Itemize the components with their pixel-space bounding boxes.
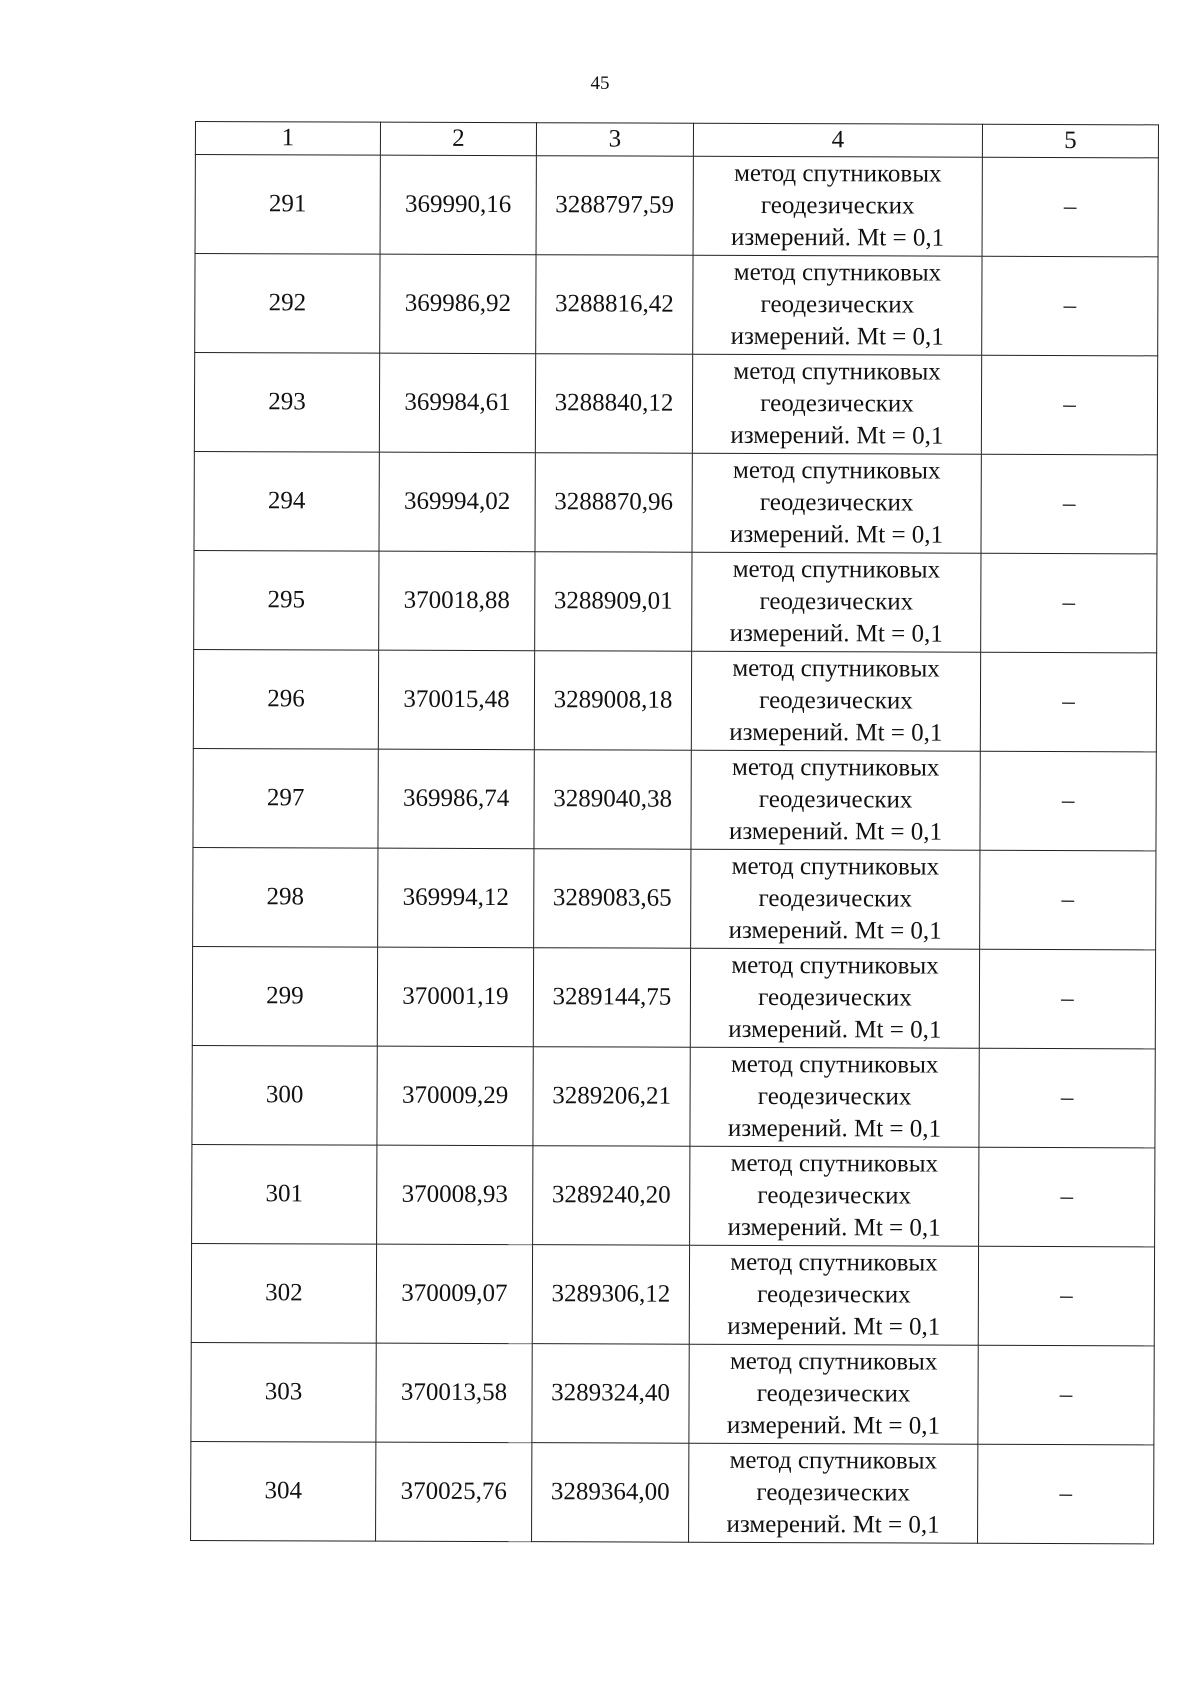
table-row (193, 649, 1156, 751)
table-row (193, 847, 1156, 949)
method-line-3: измерений. Mt = 0,1 (727, 1213, 941, 1242)
column-header-1: 1 (195, 122, 380, 156)
note-cell (979, 1147, 1155, 1247)
column-header-4: 4 (693, 123, 982, 157)
note-cell (981, 355, 1157, 455)
y-coordinate-cell: 3288840,12 (535, 354, 692, 454)
table-row (191, 1243, 1154, 1345)
note-cell (980, 850, 1156, 950)
y-coordinate-cell: 3289083,65 (534, 849, 691, 949)
point-number-cell: 298 (193, 847, 378, 947)
y-coordinate-cell: 3289144,75 (533, 948, 690, 1048)
note-cell (979, 949, 1155, 1049)
y-coordinate-cell: 3289306,12 (532, 1245, 689, 1345)
dash-mark: – (1059, 1381, 1073, 1409)
method-line-3: измерений. Mt = 0,1 (726, 1411, 941, 1440)
x-coordinate-cell: 369994,02 (379, 452, 535, 552)
method-line-3: измерений. Mt = 0,1 (729, 619, 943, 648)
note-cell (978, 1345, 1154, 1445)
method-cell (689, 1344, 978, 1444)
note-cell (978, 1444, 1154, 1544)
note-cell (982, 256, 1158, 356)
method-line-2: геодезических (759, 587, 914, 616)
x-coordinate-cell: 370009,07 (376, 1244, 532, 1344)
point-number-cell: 300 (192, 1045, 377, 1145)
method-cell (691, 651, 980, 751)
method-cell (693, 255, 982, 355)
method-line-3: измерений. Mt = 0,1 (729, 520, 944, 549)
column-header-5: 5 (982, 124, 1158, 158)
x-coordinate-cell: 370008,93 (377, 1145, 533, 1245)
table-row (192, 946, 1155, 1048)
method-line-1: метод спутниковых (730, 1050, 939, 1079)
point-number-cell: 293 (194, 353, 379, 453)
method-line-2: геодезических (760, 389, 914, 418)
point-number-cell: 302 (191, 1243, 376, 1343)
table-row (192, 1144, 1155, 1246)
method-cell (692, 453, 981, 553)
x-coordinate-cell: 370018,88 (379, 551, 535, 651)
x-coordinate-cell: 369986,74 (378, 749, 534, 849)
dash-mark: – (1059, 1480, 1073, 1508)
method-line-3: измерений. Mt = 0,1 (729, 718, 943, 747)
column-header-3: 3 (536, 123, 693, 157)
table-row (192, 1045, 1155, 1147)
y-coordinate-cell: 3289040,38 (534, 750, 691, 850)
y-coordinate-cell: 3288909,01 (535, 552, 692, 652)
method-line-3: измерений. Mt = 0,1 (730, 421, 944, 450)
y-coordinate-cell: 3289240,20 (533, 1146, 690, 1246)
dash-mark: – (1063, 292, 1077, 320)
point-number-cell: 295 (194, 550, 379, 650)
method-line-3: измерений. Mt = 0,1 (728, 817, 943, 846)
method-cell (689, 1245, 978, 1345)
method-cell (689, 1443, 978, 1543)
point-number-cell: 299 (192, 946, 377, 1046)
table-row (194, 451, 1157, 553)
method-line-1: метод спутниковых (729, 1347, 938, 1376)
method-cell (692, 354, 981, 454)
note-cell (981, 553, 1157, 653)
dash-mark: – (1062, 688, 1075, 716)
method-line-2: геодезических (756, 1478, 911, 1507)
point-number-cell: 292 (195, 254, 380, 354)
method-line-3: измерений. Mt = 0,1 (727, 1312, 941, 1341)
table-row (194, 550, 1157, 652)
y-coordinate-cell: 3289008,18 (534, 651, 691, 751)
point-number-cell: 304 (191, 1441, 376, 1541)
method-line-2: геодезических (757, 1082, 912, 1111)
method-line-1: метод спутниковых (731, 951, 939, 980)
method-line-2: геодезических (758, 983, 912, 1012)
method-line-3: измерений. Mt = 0,1 (726, 1510, 940, 1539)
method-line-1: метод спутниковых (729, 1446, 938, 1475)
coordinates-table (190, 121, 1159, 1544)
y-coordinate-cell: 3288797,59 (536, 156, 693, 256)
dash-mark: – (1061, 985, 1074, 1013)
method-cell (691, 849, 980, 949)
point-number-cell: 291 (195, 155, 380, 255)
method-line-3: измерений. Mt = 0,1 (728, 916, 942, 945)
method-line-1: метод спутниковых (733, 258, 942, 287)
point-number-cell: 301 (192, 1144, 377, 1244)
x-coordinate-cell: 370001,19 (377, 947, 533, 1047)
table-row (194, 353, 1157, 455)
method-line-1: метод спутниковых (731, 852, 940, 881)
column-header-2: 2 (380, 122, 536, 156)
table-row (191, 1342, 1154, 1444)
method-line-1: метод спутниковых (731, 753, 940, 782)
x-coordinate-cell: 370015,48 (378, 650, 534, 750)
y-coordinate-cell: 3288816,42 (536, 255, 693, 355)
method-line-2: геодезических (757, 1280, 911, 1309)
x-coordinate-cell: 369990,16 (380, 155, 536, 255)
method-line-3: измерений. Mt = 0,1 (727, 1114, 942, 1143)
note-cell (982, 157, 1158, 257)
method-line-2: геодезических (758, 785, 913, 814)
dash-mark: – (1061, 886, 1075, 914)
point-number-cell: 294 (194, 451, 379, 551)
x-coordinate-cell: 370025,76 (376, 1442, 532, 1542)
dash-mark: – (1062, 490, 1076, 518)
x-coordinate-cell: 369986,92 (380, 254, 536, 354)
method-cell (690, 948, 979, 1048)
point-number-cell: 303 (191, 1342, 376, 1442)
method-line-2: геодезических (757, 1181, 912, 1210)
y-coordinate-cell: 3289206,21 (533, 1047, 690, 1147)
note-cell (981, 454, 1157, 554)
x-coordinate-cell: 369984,61 (379, 353, 535, 453)
dash-mark: – (1060, 1084, 1074, 1112)
table-row (195, 254, 1158, 356)
dash-mark: – (1060, 1183, 1074, 1211)
method-line-1: метод спутниковых (732, 654, 940, 683)
table-row (193, 748, 1156, 850)
note-cell (979, 1048, 1155, 1148)
method-line-1: метод спутниковых (733, 357, 941, 386)
method-line-2: геодезических (756, 1379, 911, 1408)
method-line-3: измерений. Mt = 0,1 (730, 322, 944, 351)
dash-mark: – (1062, 589, 1076, 617)
method-line-2: геодезических (760, 191, 915, 220)
method-line-1: метод спутниковых (734, 159, 942, 188)
x-coordinate-cell: 369994,12 (378, 848, 534, 948)
method-line-3: измерений. Mt = 0,1 (731, 223, 945, 252)
point-number-cell: 297 (193, 748, 378, 848)
table-header-row (195, 122, 1158, 158)
table-row (195, 155, 1158, 257)
table-row (191, 1441, 1154, 1543)
method-line-2: геодезических (759, 488, 914, 517)
method-line-1: метод спутниковых (730, 1149, 939, 1178)
y-coordinate-cell: 3289324,40 (532, 1344, 689, 1444)
method-line-1: метод спутниковых (730, 1248, 938, 1277)
method-cell (691, 750, 980, 850)
method-line-1: метод спутниковых (732, 555, 941, 584)
note-cell (978, 1246, 1154, 1346)
dash-mark: – (1060, 1282, 1073, 1310)
method-line-2: геодезических (760, 290, 915, 319)
y-coordinate-cell: 3289364,00 (532, 1443, 689, 1543)
method-line-2: геодезических (759, 686, 913, 715)
method-line-2: геодезических (758, 884, 913, 913)
method-cell (693, 156, 982, 256)
x-coordinate-cell: 370013,58 (376, 1343, 532, 1443)
x-coordinate-cell: 370009,29 (377, 1046, 533, 1146)
dash-mark: – (1061, 787, 1075, 815)
method-cell (690, 1146, 979, 1246)
y-coordinate-cell: 3288870,96 (535, 453, 692, 553)
note-cell (980, 751, 1156, 851)
method-line-1: метод спутниковых (733, 456, 941, 485)
method-line-3: измерений. Mt = 0,1 (728, 1015, 942, 1044)
table-body (191, 155, 1159, 1544)
method-cell (690, 1047, 979, 1147)
page-number: 45 (590, 73, 610, 94)
note-cell (980, 652, 1156, 752)
dash-mark: – (1063, 193, 1077, 221)
dash-mark: – (1063, 391, 1076, 419)
method-cell (692, 552, 981, 652)
point-number-cell: 296 (193, 649, 378, 749)
